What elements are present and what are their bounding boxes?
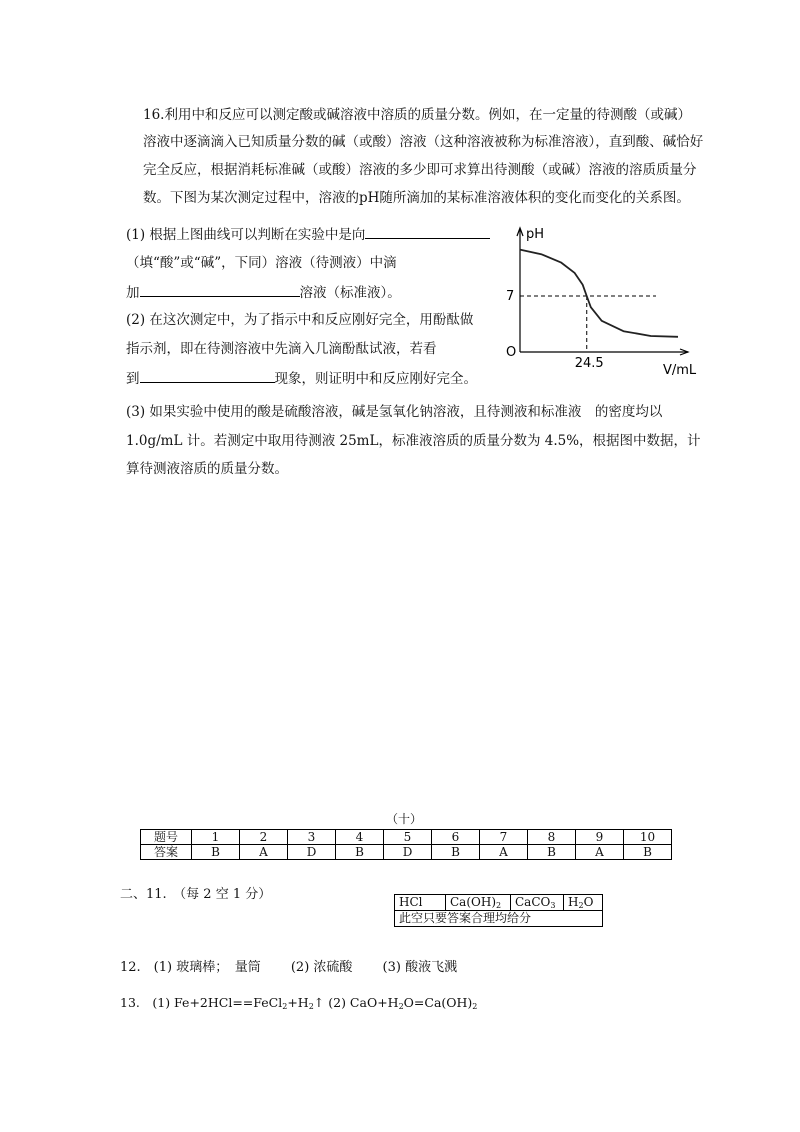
answer-table-value: D [288, 845, 336, 860]
sub-2b: 2 [578, 901, 584, 910]
sec11-cell-caoh2 [446, 895, 511, 911]
q16-line2: 溶液中逐滴滴入已知质量分数的碱（或酸）溶液（这种溶液被称为标准溶液），直到酸、碱恰好 [143, 134, 704, 150]
sub-3: 3 [550, 901, 556, 910]
sec11-table [394, 894, 603, 927]
answer-table-number: 3 [288, 830, 336, 845]
ph-titration-chart [498, 222, 708, 382]
part2-pre: 到 [126, 371, 140, 387]
answer-table-number: 10 [624, 830, 672, 845]
q16-part1-line2: （填“酸”或“碱”，下同）溶液（待测液）中滴 [126, 255, 397, 271]
sec11-cell-hcl: HCl [395, 895, 446, 911]
answer-table-value: B [624, 845, 672, 860]
answer-table-header-label: 题号 [141, 830, 192, 845]
caco-text: CaCO [515, 895, 551, 909]
answer-table-number: 8 [528, 830, 576, 845]
answer-table-number: 5 [384, 830, 432, 845]
q16-part3-line1: (3) 如果实验中使用的酸是硫酸溶液，碱是氢氧化钠溶液，且待测液和标准液 的密度均以 [126, 404, 663, 420]
answer-table-value: A [576, 845, 624, 860]
answer-table-number: 7 [480, 830, 528, 845]
answer-table-number: 2 [240, 830, 288, 845]
origin-label: O [506, 345, 517, 360]
answer-table-value: B [336, 845, 384, 860]
answer-blank-2[interactable] [140, 284, 300, 297]
answer-table-number: 6 [432, 830, 480, 845]
answer-table-number: 4 [336, 830, 384, 845]
h-text: H [568, 895, 579, 909]
y-tick-label: 7 [506, 289, 515, 304]
sec11-note: 此空只要答案合理均给分 [395, 911, 603, 927]
answer-table-number: 1 [192, 830, 240, 845]
q13-part: 13. (1) Fe+2HCl==FeCl [120, 995, 283, 1010]
part2-post: 现象，则证明中和反应刚好完全。 [274, 371, 477, 387]
q16-part3-line3: 算待测液溶质的质量分数。 [126, 461, 288, 477]
q13-sub: 2 [398, 1002, 404, 1011]
q13-part: ↑ (2) CaO+H [313, 995, 399, 1010]
caoh-text: Ca(OH) [450, 895, 497, 909]
ph-curve [520, 250, 678, 337]
q16-part2-line3 [126, 370, 477, 387]
part1-pre: 加 [126, 285, 140, 301]
q16-part1-line1 [126, 226, 490, 243]
q13-sub: 2 [472, 1002, 478, 1011]
q16-part1-line3 [126, 284, 401, 301]
q13-part: +H [287, 995, 309, 1010]
answer-table-value: D [384, 845, 432, 860]
answer-table-value: B [432, 845, 480, 860]
q13-part: O=Ca(OH) [403, 995, 473, 1010]
answer-blank-3[interactable] [140, 370, 275, 383]
answer-table-value: B [192, 845, 240, 860]
q13-sub: 2 [308, 1002, 314, 1011]
x-tick-label: 24.5 [574, 356, 604, 371]
q16-part2-line1: (2) 在这次测定中，为了指示中和反应刚好完全，用酚酞做 [126, 312, 474, 328]
q16-part2-line2: 指示剂，即在待测溶液中先滴入几滴酚酞试液，若看 [126, 341, 437, 357]
sub-2: 2 [496, 901, 502, 910]
q16-part3-line2: 1.0g/mL 计。若测定中取用待测液 25mL，标准液溶质的质量分数为 4.5%，根据图中数据，计 [126, 433, 701, 449]
part1-text: (1) 根据上图曲线可以判断在实验中是向 [126, 227, 366, 243]
y-axis-label: pH [526, 227, 545, 242]
o-text: O [583, 895, 594, 909]
q16-line1: 16.利用中和反应可以测定酸或碱溶液中溶质的质量分数。例如，在一定量的待测酸（或碱） [143, 107, 691, 123]
q13-sub: 2 [282, 1002, 288, 1011]
answer-table-value: A [480, 845, 528, 860]
answer-table [140, 829, 672, 860]
sec11-cell-caco3 [511, 895, 564, 911]
q13-answer [120, 995, 477, 1011]
q16-line4: 数。下图为某次测定过程中，溶液的pH随所滴加的某标准溶液体积的变化而变化的关系图。 [143, 190, 690, 206]
answer-blank-1[interactable] [365, 226, 490, 239]
sec11-label: 二、11. （每 2 空 1 分） [120, 887, 272, 902]
x-axis-label: V/mL [663, 363, 697, 378]
q12-answer: 12. (1) 玻璃棒； 量筒 (2) 浓硫酸 (3) 酸液飞溅 [120, 960, 458, 975]
part1-post: 溶液（标准液）。 [299, 285, 401, 301]
q16-line3: 完全反应，根据消耗标准碱（或酸）溶液的多少即可求算出待测酸（或碱）溶液的溶质质量分 [143, 162, 697, 178]
answer-table-number: 9 [576, 830, 624, 845]
sec11-cell-h2o [564, 895, 603, 911]
answer-table-answer-label: 答案 [141, 845, 192, 860]
answers-title: （十） [386, 812, 423, 826]
answer-table-value: B [528, 845, 576, 860]
answer-table-value: A [240, 845, 288, 860]
